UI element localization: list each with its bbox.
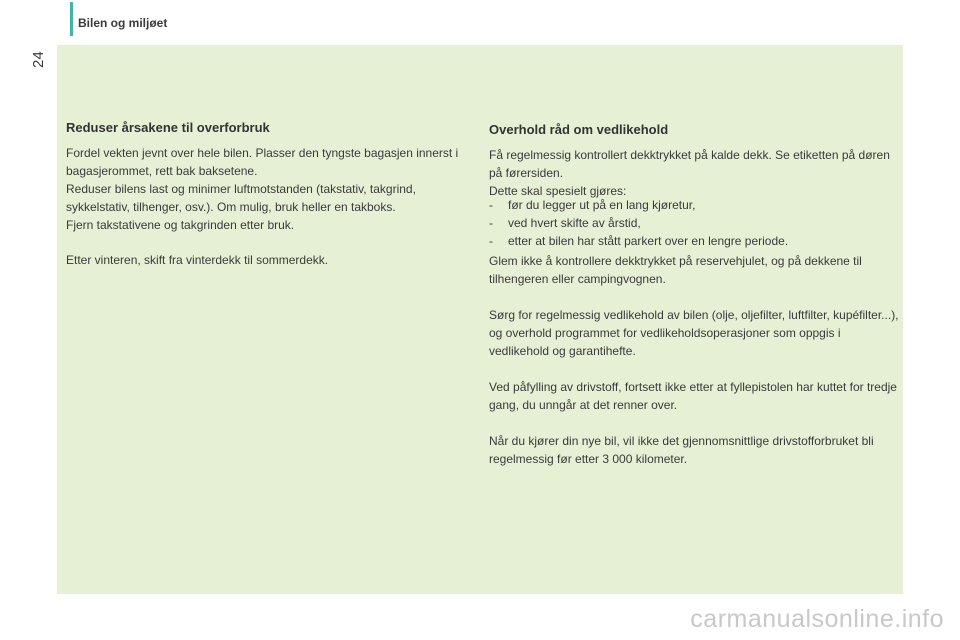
right-paragraph-5: Ved påfylling av drivstoff, fortsett ikke etter at fyllepistolen har kuttet for tredje gang, du unngår at det renner over. <box>489 380 897 412</box>
left-column <box>66 120 466 269</box>
left-paragraph-4: Etter vinteren, skift fra vinterdekk til sommerdekk. <box>66 253 329 267</box>
left-paragraph-1: Fordel vekten jevnt over hele bilen. Plasser den tyngste bagasjen innerst i bagasjerommet, rett bak baksetene. <box>66 146 459 178</box>
right-paragraph-6: Når du kjører din nye bil, vil ikke det gjennomsnittlige drivstofforbruket bli regelmessig før etter 3 000 kilometer. <box>489 434 874 466</box>
right-paragraph-1: Få regelmessig kontrollert dekktrykket på kalde dekk. Se etiketten på døren på førersiden. <box>489 148 890 180</box>
check-list <box>489 196 899 250</box>
section-accent-bar <box>70 2 73 36</box>
right-heading: Overhold råd om vedlikehold <box>489 122 669 137</box>
list-item: - før du legger ut på en lang kjøretur, <box>489 196 899 214</box>
watermark: carmanualsonline.info <box>690 605 944 633</box>
left-heading: Reduser årsakene til overforbruk <box>66 120 270 135</box>
left-paragraph-3: Fjern takstativene og takgrinden etter bruk. <box>66 218 295 232</box>
right-paragraph-2: Dette skal spesielt gjøres: <box>489 184 627 198</box>
right-paragraph-4: Sørg for regelmessig vedlikehold av bilen (olje, oljefilter, luftfilter, kupéfilter...), og overhold programmet for vedlikeholdsoperasjoner som oppgis i vedlikehold og garantihefte. <box>489 308 899 358</box>
left-paragraph-2: Reduser bilens last og minimer luftmotstanden (takstativ, takgrind, sykkelstativ, tilhenger, osv.). Om mulig, bruk heller en takboks. <box>66 182 416 214</box>
page-number: 24 <box>30 51 47 68</box>
right-paragraph-3: Glem ikke å kontrollere dekktrykket på reservehjulet, og på dekkene til tilhengeren eller campingvognen. <box>489 254 862 286</box>
right-column <box>489 122 899 468</box>
section-title: Bilen og miljøet <box>78 16 168 30</box>
list-item: - ved hvert skifte av årstid, <box>489 214 899 232</box>
list-item: - etter at bilen har stått parkert over en lengre periode. <box>489 232 899 250</box>
